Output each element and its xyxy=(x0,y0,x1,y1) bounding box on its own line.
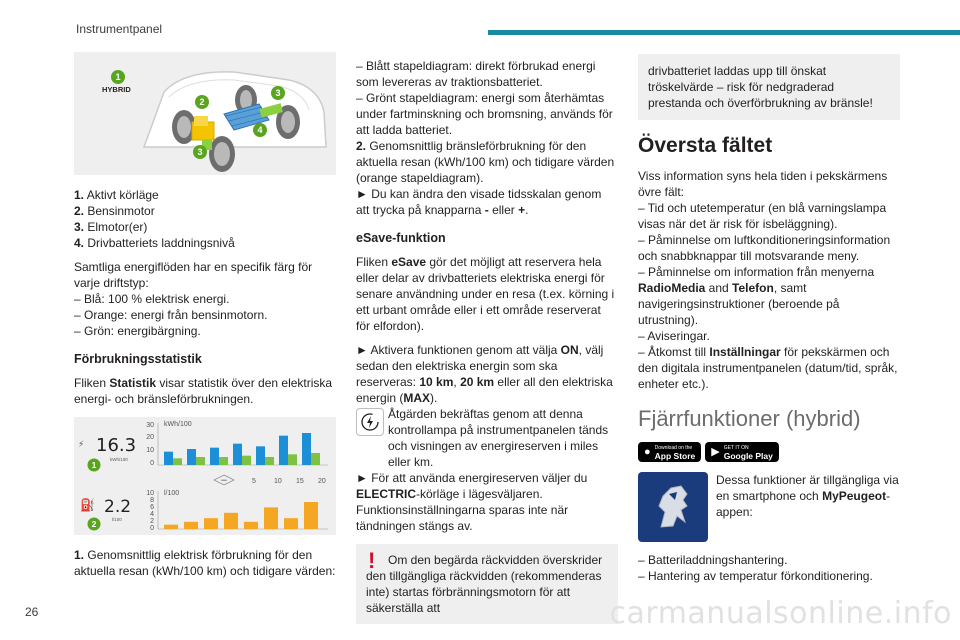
page-header-bar xyxy=(488,30,960,35)
top-y-unit: kWh/100 xyxy=(164,421,192,428)
remote-functions-heading: Fjärrfunktioner (hybrid) xyxy=(638,406,861,431)
fuel-pump-icon: ⛽ xyxy=(80,498,95,512)
top-item-info: – Påminnelse om information från menyerna RadioMedia and Telefon, samt navigeringsinstruktioner (beroende på utrustning). xyxy=(638,265,875,327)
esave-activate-instruction: ► Aktivera funktionen genom att välja ON, välj sedan den elektriska energin som ska reserveras: 10 km, 20 km eller all den elektriska energin (MAX). xyxy=(356,343,613,405)
blue-bar-desc: – Blått stapeldiagram: direkt förbrukad energi som levereras av traktionsbatteriet. xyxy=(356,59,596,89)
color-item-blue: – Blå: 100 % elektrisk energi. xyxy=(74,292,230,306)
callout-4 xyxy=(253,123,267,137)
legend-item-3: 3. Elmotor(er) xyxy=(74,220,148,234)
hybrid-car-illustration xyxy=(74,52,336,175)
blue-bar-4 xyxy=(233,444,242,465)
x-tick-10: 10 xyxy=(274,478,282,485)
top-item-settings: – Åtkomst till Inställningar för pekskärmen och den digitala instrumentpanelen (datum/tid, språk, enheter etc.). xyxy=(638,345,898,391)
confirm-row xyxy=(356,406,618,470)
bottom-y-tick-10: 10 xyxy=(146,490,154,497)
confirm-text: Åtgärden bekräftas genom att denna kontrollampa på instrumentpanelen tänds och visningen av energireserven i miles eller km. xyxy=(388,407,609,469)
bottom-y-tick-6: 6 xyxy=(150,504,154,511)
legend-item-4: 4. Drivbatteriets laddningsnivå xyxy=(74,236,235,250)
watermark: carmanualsonline.info xyxy=(609,596,952,631)
svg-text:2: 2 xyxy=(91,519,97,529)
green-bar-6 xyxy=(288,454,297,465)
orange-bar-8 xyxy=(304,502,318,529)
esave-paragraph: Fliken eSave gör det möjligt att reservera hela eller delar av drivbatteriets elektriska energi för senare användning under en resa (t.ex. körning i ett urbant område eller i ett område reserverat för elfordon). xyxy=(356,255,615,333)
top-field-intro: Viss information syns hela tiden i pekskärmens övre fält: xyxy=(638,169,888,199)
x-tick-20: 20 xyxy=(318,478,326,485)
orange-bar-6 xyxy=(264,507,278,529)
bottom-y-tick-8: 8 xyxy=(150,497,154,504)
continued-warning-box: drivbatteriet laddas upp till önskat tröskelvärde – risk för nedgraderad prestanda och överförbrukning av bränsle! xyxy=(638,54,900,120)
consumption-stats-figure xyxy=(74,417,336,535)
top-y-tick-0: 0 xyxy=(150,460,154,467)
esave-heading: eSave-funktion xyxy=(356,231,446,245)
energy-color-section xyxy=(74,259,336,339)
top-y-tick-20: 20 xyxy=(146,434,154,441)
battery-plug-icon: ⚡ xyxy=(78,440,85,450)
timescale-instruction: ► Du kan ändra den visade tidsskalan genom att trycka på knapparna - eller +. xyxy=(356,187,602,217)
stats-callout-1 xyxy=(88,459,101,472)
blue-bar-2 xyxy=(187,449,196,465)
stats-callout-2 xyxy=(88,518,101,531)
svg-text:4: 4 xyxy=(257,125,263,135)
blue-bar-1 xyxy=(164,452,173,465)
color-intro: Samtliga energiflöden har en specifik färg för varje driftstyp: xyxy=(74,260,313,290)
bar-color-list xyxy=(356,58,618,218)
x-tick-5: 5 xyxy=(252,478,256,485)
bottom-y-tick-0: 0 xyxy=(150,525,154,532)
note-2: 2. Genomsnittlig bränsleförbrukning för den aktuella resan (kWh/100 km) och tidigare värden (orange stapeldiagram). xyxy=(356,139,615,185)
note-1: 1. Genomsnittlig elektrisk förbrukning för den aktuella resan (kWh/100 km) och tidigare värden: xyxy=(74,548,336,578)
page-header-title: Instrumentpanel xyxy=(76,22,163,36)
callout-3-front xyxy=(193,145,207,159)
warning-box xyxy=(356,544,618,624)
hybrid-diagram xyxy=(74,52,336,175)
color-item-green: – Grön: energibärgning. xyxy=(74,324,201,338)
orange-bar-4 xyxy=(224,513,238,529)
bottom-y-tick-2: 2 xyxy=(150,518,154,525)
legend-item-1: 1. Aktivt körläge xyxy=(74,188,159,202)
blue-bar-5 xyxy=(256,446,265,465)
svg-text:1: 1 xyxy=(91,460,97,470)
callout-1 xyxy=(111,70,125,84)
legend-list xyxy=(74,187,336,251)
mypeugeot-app-row xyxy=(638,472,900,542)
svg-text:2: 2 xyxy=(199,97,205,107)
orange-bar-1 xyxy=(164,525,178,529)
google-play-badge[interactable]: ▶ GET IT ON Google Play xyxy=(705,442,779,462)
svg-text:1: 1 xyxy=(115,72,121,82)
green-bar-3 xyxy=(219,457,228,465)
legend-item-2: 2. Bensinmotor xyxy=(74,204,155,218)
green-bar-2 xyxy=(196,457,205,465)
func-battery: – Batteriladdningshantering. xyxy=(638,553,788,567)
orange-bar-3 xyxy=(204,518,218,529)
fuel-consumption-unit: l/100 xyxy=(112,517,122,522)
page-number: 26 xyxy=(25,605,39,619)
green-bar-7 xyxy=(311,453,320,465)
electric-mode-instruction: ► För att använda energireserven väljer du ELECTRIC-körläge i lägesväljaren. xyxy=(356,471,588,501)
top-item-ac: – Påminnelse om luftkonditioneringsinformation och snabbknappar till motsvarande meny. xyxy=(638,233,891,263)
hybrid-label: HYBRID xyxy=(102,85,131,94)
consumption-stats-chart xyxy=(74,417,336,535)
orange-bar-5 xyxy=(244,522,258,529)
top-y-tick-30: 30 xyxy=(146,422,154,429)
orange-bar-2 xyxy=(184,522,198,529)
callout-3-rear xyxy=(271,86,285,100)
svg-text:3: 3 xyxy=(275,88,281,98)
esave-indicator-lamp-icon xyxy=(356,408,384,436)
blue-bar-3 xyxy=(210,448,219,465)
orange-bar-7 xyxy=(284,518,298,529)
fuel-consumption-value: 2.2 xyxy=(104,497,132,517)
store-badges xyxy=(638,442,900,462)
svg-text:−: − xyxy=(220,476,228,486)
app-description: Dessa funktioner är tillgängliga via en smartphone och MyPeugeot-appen: xyxy=(716,473,899,519)
blue-bar-6 xyxy=(279,436,288,465)
app-store-badge[interactable]: ● Download on the App Store xyxy=(638,442,701,462)
top-y-tick-10: 10 xyxy=(146,447,154,454)
blue-bar-7 xyxy=(302,433,311,465)
apple-icon: ● xyxy=(644,446,651,458)
column-3 xyxy=(638,54,900,584)
svg-text:3: 3 xyxy=(197,147,203,157)
column-2 xyxy=(356,58,618,624)
elec-consumption-unit: kWh/100 xyxy=(110,457,128,462)
warning-text: Om den begärda räckvidden överskrider den tillgängliga räckvidden (rekommenderas inte) startas förbränningsmotorn för att säkerställa att xyxy=(366,553,603,615)
func-temperature: – Hantering av temperatur förkonditionering. xyxy=(638,569,873,583)
top-field-heading: Översta fältet xyxy=(638,134,773,157)
column-1 xyxy=(74,52,336,587)
elec-consumption-value: 16.3 xyxy=(96,435,137,456)
green-bar-5 xyxy=(265,457,274,465)
top-item-time: – Tid och utetemperatur (en blå varningslampa visas när det är risk för isbeläggning). xyxy=(638,201,887,231)
color-item-orange: – Orange: energi från bensinmotorn. xyxy=(74,308,268,322)
bottom-y-unit: l/100 xyxy=(164,490,180,497)
green-bar-desc: – Grönt stapeldiagram: energi som återhämtas under fartminskning och bromsning, används för att ladda batteriet. xyxy=(356,91,613,137)
stats-heading: Förbrukningsstatistik xyxy=(74,352,202,366)
callout-2 xyxy=(195,95,209,109)
warning-icon: ! xyxy=(368,548,376,573)
green-bar-4 xyxy=(242,456,251,465)
green-bar-1 xyxy=(173,458,182,465)
play-icon: ▶ xyxy=(711,446,720,458)
zoom-out-button[interactable] xyxy=(214,475,234,486)
peugeot-lion-logo-icon xyxy=(638,472,708,542)
top-item-alerts: – Aviseringar. xyxy=(638,329,710,343)
x-tick-15: 15 xyxy=(296,478,304,485)
stats-paragraph: Fliken Statistik visar statistik över den elektriska energi- och bränsleförbrukningen. xyxy=(74,376,333,406)
settings-note: Funktionsinställningarna sparas inte när tändningen stängs av. xyxy=(356,503,569,533)
bottom-y-tick-4: 4 xyxy=(150,511,154,518)
